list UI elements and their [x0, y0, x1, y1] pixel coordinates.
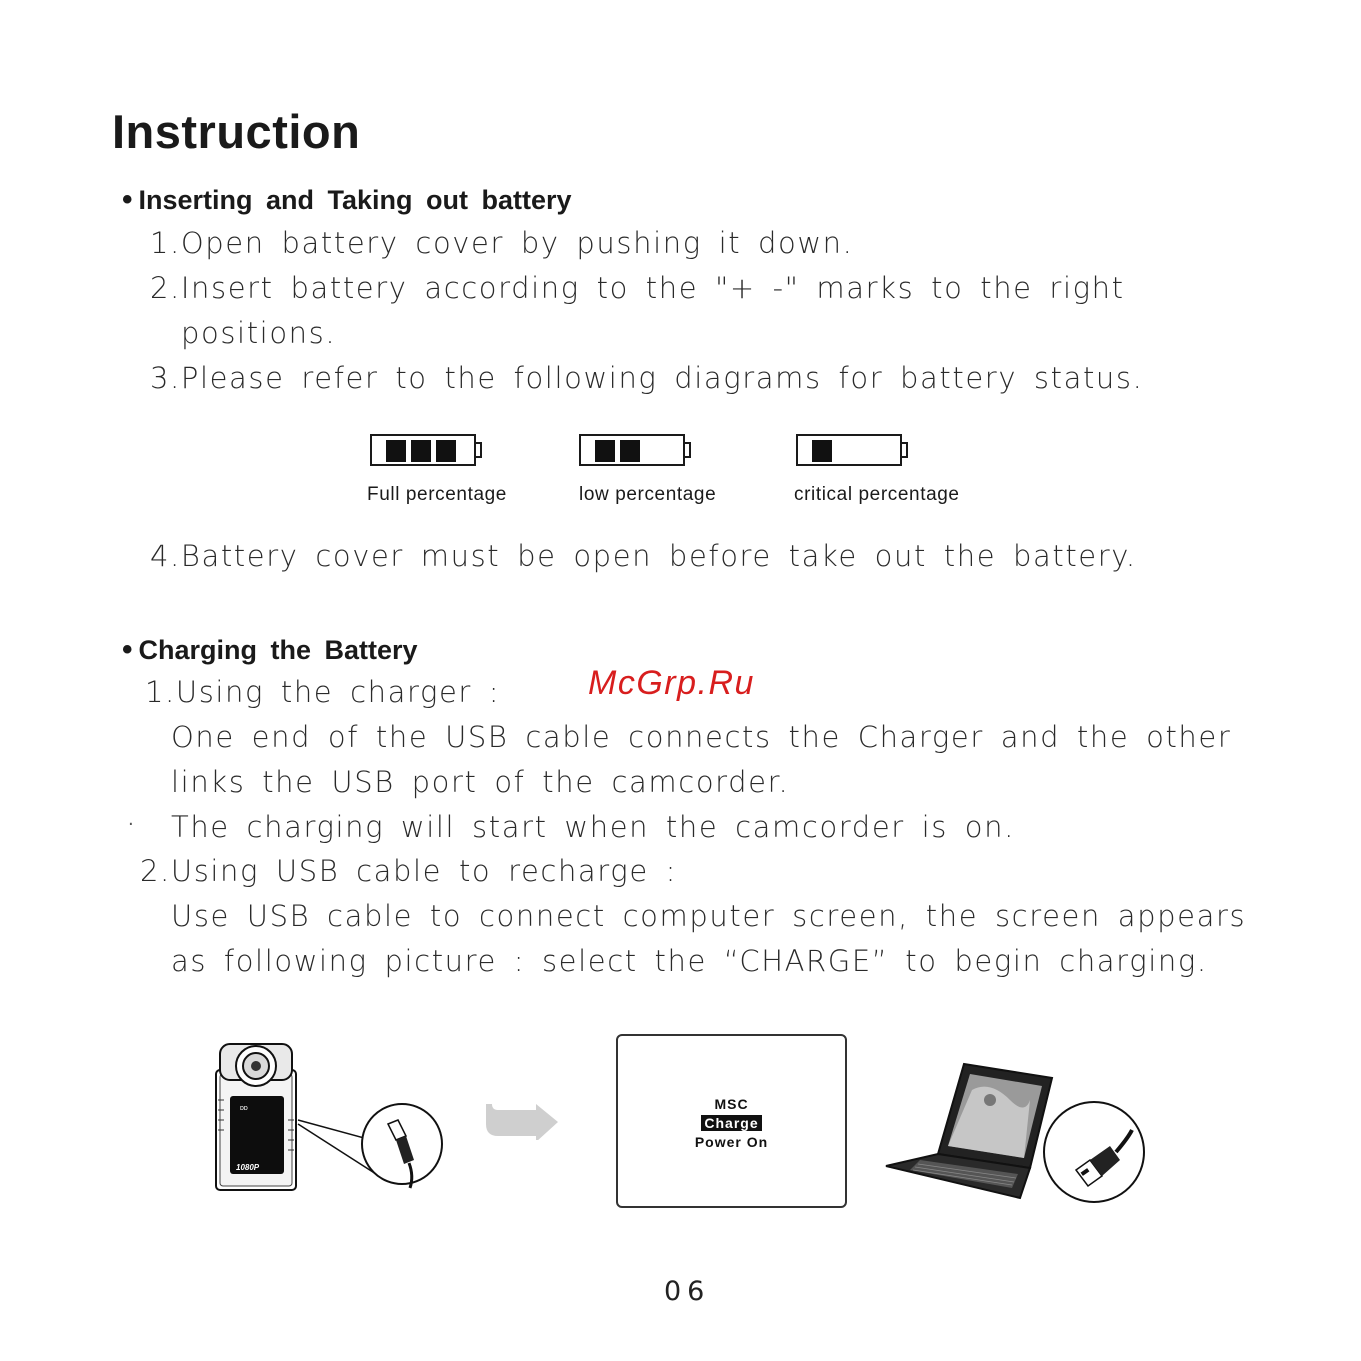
charging-line-7: as following picture : select the “CHARGE” to begin charging.: [171, 944, 1208, 978]
battery-low-label: low percentage: [579, 484, 717, 505]
bullet-icon: •: [122, 183, 133, 216]
menu-item-power-on: Power On: [694, 1134, 769, 1150]
camcorder-usb-illustration: [210, 1040, 450, 1200]
page-number: 06: [664, 1276, 711, 1307]
battery-step-4: 4.Battery cover must be open before take out the battery.: [150, 539, 1137, 573]
section-heading-battery: [122, 183, 572, 217]
charging-line-5: 2.Using USB cable to recharge :: [140, 854, 677, 888]
battery-step-3: 3.Please refer to the following diagrams for battery status.: [150, 361, 1144, 395]
laptop-usb-illustration: [880, 1060, 1155, 1205]
watermark: McGrp.Ru: [588, 664, 755, 702]
charging-line-1: 1.Using the charger :: [145, 675, 501, 709]
section-heading-charging-text: Charging the Battery: [138, 635, 418, 665]
svg-text:ᴅᴅ: ᴅᴅ: [240, 1105, 248, 1112]
camera-model-label: 1080P: [236, 1163, 260, 1172]
battery-step-2-cont: positions.: [181, 316, 337, 350]
section-heading-battery-text: Inserting and Taking out battery: [138, 185, 572, 215]
page-title: Instruction: [112, 105, 361, 158]
battery-full-label: Full percentage: [367, 484, 507, 505]
section-heading-charging: [122, 633, 418, 667]
battery-step-1: 1.Open battery cover by pushing it down.: [150, 226, 854, 260]
charging-line-2: One end of the USB cable connects the Charger and the other: [171, 720, 1232, 754]
battery-critical-label: critical percentage: [794, 484, 960, 505]
arrow-right-icon: [482, 1100, 562, 1140]
charging-line-4: The charging will start when the camcorder is on.: [171, 810, 1015, 844]
charging-line-3: links the USB port of the camcorder.: [171, 765, 790, 799]
charging-line-6: Use USB cable to connect computer screen, the screen appears: [171, 899, 1247, 933]
usb-mode-screen: [616, 1034, 847, 1208]
menu-item-charge: Charge: [618, 1115, 845, 1131]
battery-step-2: 2.Insert battery according to the "+ -" marks to the right: [150, 271, 1125, 305]
menu-item-msc: MSC: [714, 1096, 749, 1112]
stray-mark: ·: [128, 814, 134, 835]
bullet-icon: •: [122, 633, 133, 666]
